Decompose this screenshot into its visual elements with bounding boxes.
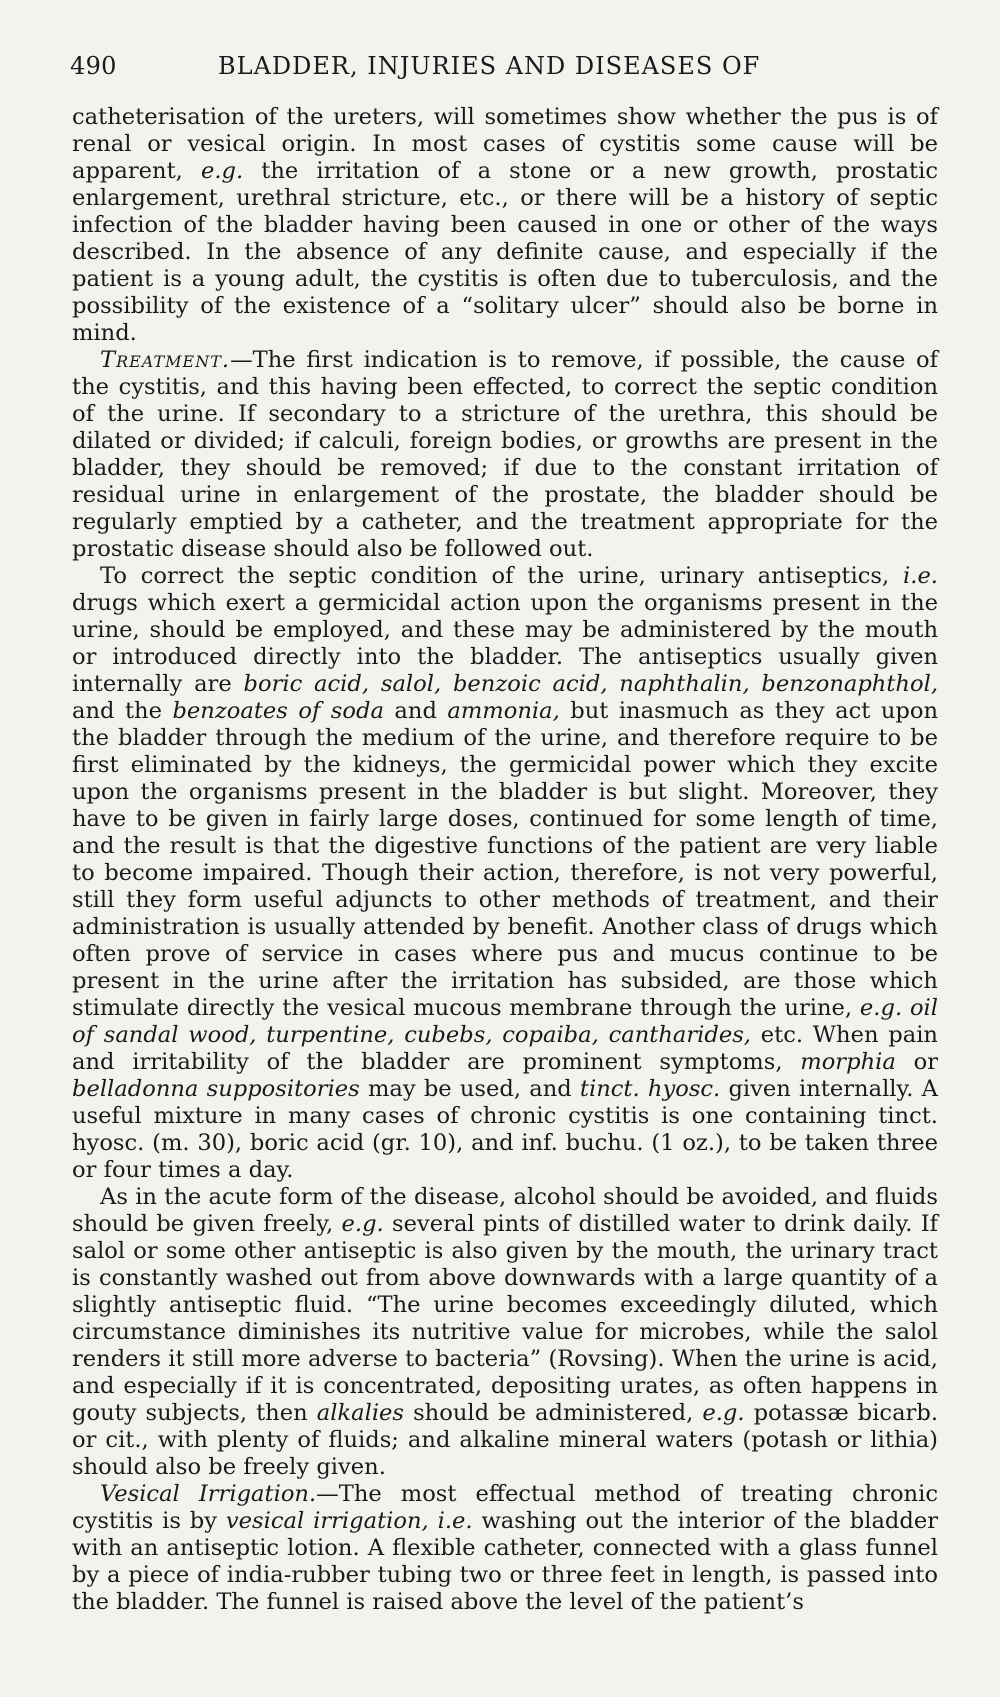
text-run: but inasmuch as they act upon the bladder through the medium of the urine, and therefore require to be first eliminated by the kidneys, the germicidal power which they excite upon the organisms present in the bladder is but slight. Moreover, they have to be given in fairly large doses, continued for some length of time, and the result is that the digestive functions of the patient are very liable to become impaired. Though their action, therefore, is not very powerful, still they form useful adjuncts to other methods of treatment, and their administration is usually attended by benefit. Another class of drugs which often prove of service in cases where pus and mucus continue to be present in the urine after the irritation has subsided, are those which stimulate directly the vesical mucous membrane through the urine, bbox=[72, 698, 938, 1021]
body-text bbox=[72, 104, 938, 1616]
paragraph bbox=[72, 563, 938, 1184]
paragraph bbox=[72, 1481, 938, 1616]
text-run: As in the acute form of the disease, alcohol should be avoided, and fluids should be given freely, bbox=[72, 1184, 938, 1237]
paragraph bbox=[72, 347, 938, 563]
text-run: several pints of distilled water to drink daily. If salol or some other antiseptic is also given by the mouth, the urinary tract is constantly washed out from above downwards with a large quantity of a slightly antiseptic fluid. “The urine becomes exceedingly diluted, which circumstance diminishes its nutritive value for microbes, while the salol renders it still more adverse to bacteria” (Rovsing). When the urine is acid, and especially if it is concentrated, depositing urates, as often happens in gouty subjects, then bbox=[72, 1211, 938, 1426]
text-run: —The first indication is to remove, if possible, the cause of the cystitis, and this having been effected, to correct the septic condition of the urine. If secondary to a stricture of the urethra, this should be dilated or divided; if calculi, foreign bodies, or growths are present in the bladder, they should be removed; if due to the constant irritation of residual urine in enlargement of the prostate, the bladder should be regularly emptied by a catheter, and the treatment appropriate for the prostatic disease should also be followed out. bbox=[72, 347, 938, 562]
text-run: potassæ bicarb. or cit., with plenty of fluids; and alkaline mineral waters (potash or lithia) should also be freely given. bbox=[72, 1400, 939, 1480]
italic-text: benzoates of soda bbox=[172, 698, 384, 724]
text-run: should be administered, bbox=[404, 1400, 703, 1426]
text-run: the irritation of a stone or a new growth, prostatic enlargement, urethral stricture, etc., or there will be a history of septic infection of the bladder having been caused in one or other of the ways described. In the absence of any definite cause, and especially if the patient is a young adult, the cystitis is often due to tuberculosis, and the possibility of the existence of a “solitary ulcer” should also be borne in mind. bbox=[72, 158, 938, 346]
section-heading: Treatment. bbox=[100, 347, 231, 373]
italic-text: e.g. bbox=[341, 1211, 384, 1237]
italic-text: e.g. bbox=[702, 1400, 745, 1426]
italic-text: ammonia, bbox=[447, 698, 560, 724]
text-run: drugs which exert a germicidal action upon the organisms present in the urine, should be employed, and these may be administered by the mouth or introduced directly into the bladder. The antiseptics usually given internally are bbox=[72, 590, 938, 697]
italic-text: i.e. bbox=[903, 563, 938, 589]
running-title: BLADDER, INJURIES AND DISEASES OF bbox=[218, 52, 761, 80]
italic-text: vesical irrigation, i.e. bbox=[225, 1508, 473, 1534]
page-header bbox=[70, 52, 940, 92]
text-run: washing out the interior of the bladder with an antiseptic lotion. A flexible catheter, connected with a glass funnel by a piece of india-rubber tubing two or three feet in length, is passed into the bladder. The funnel is raised above the level of the patient’s bbox=[72, 1508, 939, 1615]
text-run: or bbox=[895, 1049, 938, 1075]
text-run: and the bbox=[72, 698, 173, 724]
italic-text: Vesical Irrigation. bbox=[100, 1481, 317, 1507]
text-run: may be used, and bbox=[359, 1076, 580, 1102]
italic-text: boric acid, salol, benzoic acid, naphthalin, benzonaphthol, bbox=[243, 671, 938, 697]
italic-text: tinct. hyosc. bbox=[579, 1076, 721, 1102]
text-run: and bbox=[383, 698, 448, 724]
text-run: etc. When pain and irritability of the bladder are prominent symptoms, bbox=[72, 1022, 938, 1075]
text-run: —The most effectual method of treating chronic cystitis is by bbox=[72, 1481, 938, 1534]
text-run: given internally. A useful mixture in many cases of chronic cystitis is one containing tinct. hyosc. (m. 30), boric acid (gr. 10), and inf. buchu. (1 oz.), to be taken three or four times a day. bbox=[72, 1076, 938, 1183]
text-run: catheterisation of the ureters, will sometimes show whether the pus is of renal or vesical origin. In most cases of cystitis some cause will be apparent, bbox=[72, 104, 938, 184]
page-number: 490 bbox=[70, 52, 117, 80]
italic-text: e.g. oil of sandal wood, turpentine, cubebs, copaiba, cantharides, bbox=[72, 995, 939, 1048]
italic-text: e.g. bbox=[200, 158, 244, 184]
paragraph bbox=[72, 104, 938, 347]
italic-text: belladonna suppositories bbox=[72, 1076, 360, 1102]
italic-text: alkalies bbox=[316, 1400, 405, 1426]
paragraph bbox=[72, 1184, 938, 1481]
text-run: To correct the septic condition of the urine, urinary antiseptics, bbox=[100, 563, 904, 589]
italic-text: morphia bbox=[800, 1049, 896, 1075]
